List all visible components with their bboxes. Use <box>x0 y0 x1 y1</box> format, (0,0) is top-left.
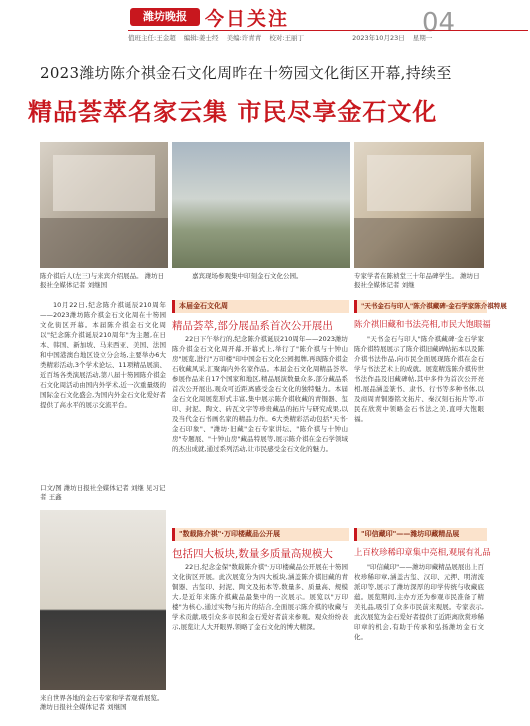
photo-caption: 嘉宾现场参观集中印刻金石文化公园。 <box>192 272 303 280</box>
section-body: "天书金石与印人"陈介祺藏碑·金石学家陈介祺特展展示了陈介祺旧藏碑帖拓本以及陈介祺书法作品,向市民全面展现陈介祺在金石学与书法艺术上的成就。展览精选陈介祺传世书法作品及旧藏碑帖,其中多件为首次公开亮相,展品涵盖篆书、隶书、行书等多种书体,以及商周青铜器铭文拓片、秦汉刻石拓片等,市民在欣赏中领略金石书法之美,直呼大饱眼福。 <box>354 335 484 423</box>
section-headline: 包括四大板块,数量多质量高规模大 <box>172 548 333 560</box>
page-number: 04 <box>422 8 456 38</box>
section-bar: 本届金石文化周 <box>172 300 349 313</box>
staff-bar <box>128 30 528 45</box>
section-bar: "印信藏印"——潍坊印藏精品展 <box>354 528 487 541</box>
newspaper-logo: 潍坊晚报 <box>130 8 200 26</box>
staff-item: 校对:王丽丁 <box>269 34 305 42</box>
lead-byline: 口文/图 潍坊日报社全媒体记者 刘继 见习记者 王鑫 <box>40 484 166 501</box>
section-headline: 陈介祺旧藏和书法亮相,市民大饱眼福 <box>354 319 491 329</box>
photo-caption: 来自世界各地的金石专家和学者观看展览。 潍坊日报社全媒体记者 刘继国 <box>40 694 164 711</box>
section-bar: "天书金石与印人"陈介祺藏碑·金石学家陈介祺特展 <box>354 300 487 313</box>
staff-item: 值班主任:王金超 <box>128 34 176 42</box>
photo-top-left <box>40 142 168 268</box>
staff-item: 编辑:姜士经 <box>183 34 219 42</box>
section-body: 22日,纪念金保"数载陈介祺"·万印楼藏品公开展在十笏园文化街区开展。此次展览分为四大板块,涵盖陈介祺旧藏的青铜器、古玺印、封泥、陶文及拓本等,数量多、质量高、规模大,是近年来陈介祺藏品最集中的一次展示。展览以"万印楼"为核心,通过实物与拓片的结合,全面展示陈介祺的收藏与学术贡献,吸引众多市民和金石爱好者前来参观。观众纷纷表示,展览让人大开眼界,领略了金石文化的博大精深。 <box>172 563 348 631</box>
photo-top-mid <box>172 142 350 268</box>
photo-top-right <box>354 142 484 268</box>
main-headline: 精品荟萃名家云集 市民尽享金石文化 <box>28 97 438 126</box>
photo-bottom-left <box>40 510 166 690</box>
staff-item: 美编:许青青 <box>226 34 262 42</box>
photo-caption: 陈介祺后人(左三)与来宾介绍展品。 潍坊日报社全媒体记者 刘继国 <box>40 272 165 289</box>
staff-item: 2023年10月23日 <box>352 34 405 42</box>
staff-item: 星期一 <box>412 34 433 42</box>
section-title: 今日关注 <box>205 8 290 30</box>
section-headline: 上百枚珍稀印章集中亮相,观展有礼品 <box>354 547 491 557</box>
kicker-headline: 2023潍坊陈介祺金石文化周昨在十笏园文化街区开幕,持续至 <box>40 64 452 82</box>
section-body: "印信藏印"——潍坊印藏精品展展出上百枚珍稀印章,涵盖古玺、汉印、元押、明清流派印等,展示了潍坊深厚的印学传统与收藏底蕴。展览期间,主办方还为参观市民准备了精美礼品,吸引了众多市民前来观展。专家表示,此次展览为金石爱好者提供了近距离欣赏珍稀印章的机会,有助于传承和弘扬潍坊金石文化。 <box>354 563 484 641</box>
photo-caption: 专家学者在陈祯堂三十年品碑学生。 潍坊日报社全媒体记者 刘继 <box>354 272 480 289</box>
section-bar: "数载陈介祺"·万印楼藏品公开展 <box>172 528 349 541</box>
lead-paragraph: 10月22日,纪念陈介祺诞辰210周年——2023潍坊陈介祺金石文化周在十笏园文化街区开幕。本届陈介祺金石文化周以"纪念陈介祺诞辰210周年"为主题,在日本、韩国、新加坡、马来西亚、美国、法国和中国港澳台地区设立分会场,主要举办6大类精彩活动,3个学术论坛、11项精品展演、近百场各类演展活动,第八届十笏园陈介祺金石文化周活动由国内外学术,近一次重量级的国际金石文化盛会,为国内外金石文化爱好者提供了高水平的展示交流平台。 <box>40 301 166 409</box>
section-headline: 精品荟萃,部分展品系首次公开展出 <box>172 320 333 332</box>
section-body: 22日下午举行的,纪念陈介祺诞辰210周年——2023潍坊陈介祺金石文化周开幕,开幕式上,举行了"陈介祺与十钟山房"展览,进行"万印楼"印中国金石文化公园揭牌,再现陈介祺金石收藏风采,汇聚海内外名家作品。本届金石文化周精品荟萃,参展作品来自17个国家和地区,精品展演数量众多,部分藏品系首次公开展出,观众可近距离感受金石文化的独特魅力。本届金石文化周展览形式丰富,集中展示陈介祺收藏的青铜器、玺印、封泥、陶文、砖瓦文字等珍贵藏品的拓片与研究成果,以及当代金石书画名家的精品力作。6大类精彩活动包括"天书·金石印象"、"潍坊·旧藏"金石专家讲坛、"陈介祺与十钟山房"专题展、"十钟山房"藏品特展等,展示陈介祺在金石学领域的杰出成就,通过系列活动,让市民感受金石文化的魅力。 <box>172 335 348 453</box>
